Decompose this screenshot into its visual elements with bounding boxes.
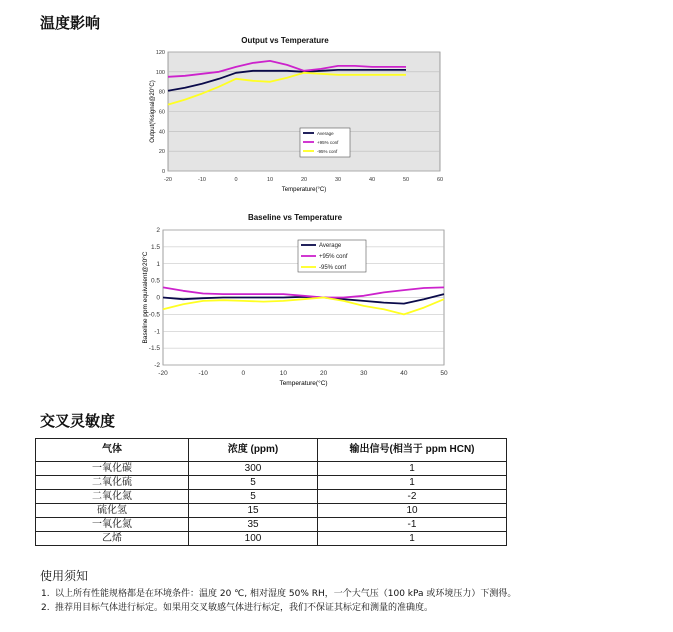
y-tick-label: 0.5: [150, 277, 160, 285]
y-tick-label: -1: [154, 328, 160, 336]
y-tick-label: -2: [154, 362, 160, 369]
note-number: 1.: [41, 589, 50, 599]
legend-label: +95% conf: [319, 254, 348, 260]
signal-cell: 10: [318, 504, 507, 518]
baseline-chart-title: Baseline vs Temperature: [247, 213, 343, 222]
x-tick-label: 30: [360, 370, 368, 377]
note-2: [41, 600, 433, 613]
concentration-cell: 35: [189, 518, 318, 532]
y-tick-label: 60: [158, 109, 165, 116]
signal-cell: 1: [318, 462, 507, 476]
table-row: [36, 532, 507, 546]
concentration-cell: 5: [189, 490, 318, 504]
x-axis-label: Temperature(°C): [281, 187, 327, 193]
legend-label: Average: [319, 243, 342, 249]
gas-cell: 一氧化氮: [36, 518, 189, 532]
signal-cell: 1: [318, 532, 507, 546]
table-row: [36, 518, 507, 532]
signal-cell: 1: [318, 476, 507, 490]
y-tick-label: 80: [158, 89, 165, 96]
output-chart-title: Output vs Temperature: [241, 36, 329, 45]
gas-cell: 二氧化硫: [36, 476, 189, 490]
x-tick-label: 40: [400, 370, 408, 377]
x-tick-label: 0: [234, 177, 238, 183]
legend-label: -95% conf: [317, 149, 338, 154]
signal-cell: -2: [318, 490, 507, 504]
cross-sensitivity-table: [35, 438, 507, 546]
gas-cell: 一氧化碳: [36, 462, 189, 476]
x-tick-label: 40: [368, 177, 376, 183]
usage-notes-heading: 使用须知: [40, 569, 89, 583]
y-tick-label: 0: [161, 169, 165, 175]
x-tick-label: 50: [440, 370, 448, 377]
table-row: [36, 490, 507, 504]
note-text: 以上所有性能规格都是在环境条件：温度 20 ℃, 相对湿度 50% RH，一个大气压（100 kPa 或环境压力）下测得。: [55, 589, 517, 599]
y-tick-label: 2: [156, 227, 160, 234]
table-header-row: [36, 439, 507, 462]
y-tick-label: 0: [156, 294, 160, 302]
y-axis-label: Output(%signal@20°C): [150, 80, 156, 143]
x-tick-label: -10: [198, 177, 206, 183]
concentration-cell: 5: [189, 476, 318, 490]
column-header-concentration: 浓度 (ppm): [189, 439, 318, 462]
y-tick-label: 40: [158, 129, 165, 136]
legend-label: -95% conf: [319, 265, 347, 271]
baseline-vs-temperature-chart: [138, 224, 453, 394]
legend-label: +95% conf: [317, 140, 339, 145]
x-tick-label: 10: [266, 177, 274, 183]
temperature-effect-heading: 温度影响: [40, 14, 101, 32]
x-tick-label: 20: [300, 177, 308, 183]
note-number: 2.: [41, 603, 50, 613]
y-tick-label: 20: [158, 149, 165, 156]
gas-cell: 乙烯: [36, 532, 189, 546]
y-tick-label: -0.5: [148, 311, 160, 319]
y-tick-label: -1.5: [148, 345, 160, 353]
y-axis-label: Baseline ppm equivalent@20°C: [142, 251, 149, 344]
x-tick-label: -20: [158, 370, 168, 377]
column-header-gas: 气体: [36, 439, 189, 462]
y-tick-label: 120: [155, 50, 165, 56]
concentration-cell: 300: [189, 462, 318, 476]
legend-label: Average: [317, 131, 334, 136]
concentration-cell: 15: [189, 504, 318, 518]
table-row: [36, 476, 507, 490]
note-1: [41, 586, 516, 599]
x-tick-label: 60: [436, 177, 444, 183]
note-text: 推荐用目标气体进行标定。如果用交叉敏感气体进行标定，我们不保证其标定和测量的准确度。: [55, 603, 434, 613]
output-vs-temperature-chart: [140, 46, 450, 200]
x-tick-label: -20: [164, 177, 172, 183]
table-row: [36, 462, 507, 476]
x-tick-label: 30: [334, 177, 342, 183]
column-header-output-signal: 输出信号(相当于 ppm HCN): [318, 439, 507, 462]
x-axis-label: Temperature(°C): [279, 380, 328, 387]
gas-cell: 二氧化氮: [36, 490, 189, 504]
cross-sensitivity-heading: 交叉灵敏度: [40, 412, 116, 430]
y-tick-label: 1.5: [150, 243, 160, 251]
x-tick-label: 20: [319, 370, 328, 377]
x-tick-label: 0: [241, 370, 246, 377]
y-tick-label: 100: [155, 69, 165, 76]
gas-cell: 硫化氢: [36, 504, 189, 518]
concentration-cell: 100: [189, 532, 318, 546]
x-tick-label: -10: [198, 370, 208, 377]
x-tick-label: 10: [279, 370, 288, 377]
x-tick-label: 50: [402, 177, 410, 183]
table-row: [36, 504, 507, 518]
signal-cell: -1: [318, 518, 507, 532]
y-tick-label: 1: [156, 260, 160, 268]
